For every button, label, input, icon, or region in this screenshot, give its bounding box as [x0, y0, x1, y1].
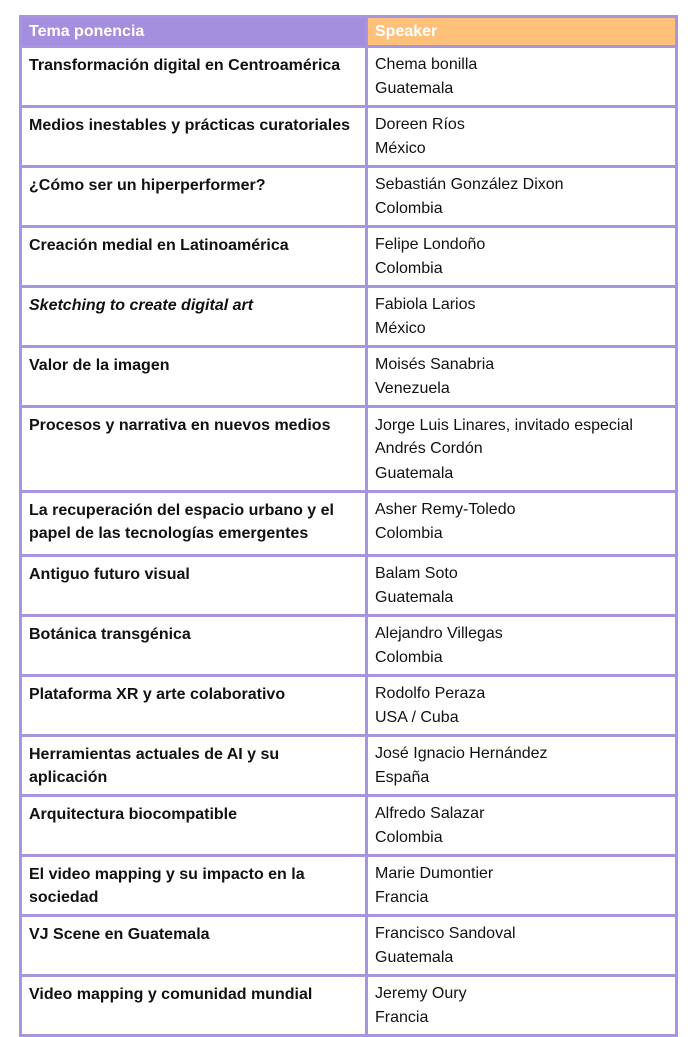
speaker-name: Asher Remy-Toledo: [375, 501, 516, 518]
speaker-name: Moisés Sanabria: [375, 356, 495, 373]
header-row: [21, 17, 677, 47]
speaker-name: Alfredo Salazar: [375, 805, 485, 822]
speaker-country: Colombia: [375, 260, 443, 277]
speaker-name: Balam Soto: [375, 565, 458, 582]
topic-cell: [21, 492, 367, 556]
speaker-cell: [367, 347, 677, 407]
speaker-name: Jorge Luis Linares, invitado especial: [375, 417, 633, 434]
speaker-country: Francia: [375, 1009, 429, 1026]
speaker-name: Jeremy Oury: [375, 985, 467, 1002]
topic-text: El video mapping y su impacto en la sociedad: [29, 866, 305, 906]
speaker-country: Francia: [375, 889, 429, 906]
speaker-country: Colombia: [375, 829, 443, 846]
topic-cell: [21, 47, 367, 107]
topic-text: Procesos y narrativa en nuevos medios: [29, 417, 331, 434]
speaker-cell: [367, 736, 677, 796]
topic-cell: [21, 227, 367, 287]
topic-cell: [21, 556, 367, 616]
topic-cell: [21, 796, 367, 856]
speaker-country: España: [375, 769, 430, 786]
speaker-cell: [367, 676, 677, 736]
speaker-name-2: Andrés Cordón: [375, 440, 483, 457]
topic-text: Medios inestables y prácticas curatoriales: [29, 117, 351, 134]
speaker-country: USA / Cuba: [375, 709, 459, 726]
table-row: [21, 916, 677, 976]
table-row: [21, 227, 677, 287]
topic-text: Sketching to create digital art: [29, 297, 254, 314]
table-row: [21, 167, 677, 227]
topic-cell: [21, 167, 367, 227]
speaker-name: Alejandro Villegas: [375, 625, 503, 642]
speaker-name: Doreen Ríos: [375, 116, 465, 133]
topic-cell: [21, 736, 367, 796]
topic-text: ¿Cómo ser un hiperperformer?: [29, 177, 266, 194]
topic-text: Plataforma XR y arte colaborativo: [29, 686, 286, 703]
speaker-cell: [367, 227, 677, 287]
topic-text: Creación medial en Latinoamérica: [29, 237, 289, 254]
table-row: [21, 736, 677, 796]
topic-text: Arquitectura biocompatible: [29, 806, 238, 823]
topic-text: Botánica transgénica: [29, 626, 191, 643]
topic-cell: [21, 976, 367, 1036]
speaker-name: Fabiola Larios: [375, 296, 476, 313]
speaker-cell: [367, 287, 677, 347]
table-row: [21, 492, 677, 556]
header-topic: Tema ponencia: [21, 17, 367, 47]
speaker-country: Guatemala: [375, 80, 454, 97]
topic-cell: [21, 616, 367, 676]
speaker-name: Marie Dumontier: [375, 865, 494, 882]
speaker-cell: [367, 916, 677, 976]
speaker-cell: [367, 856, 677, 916]
header-speaker: Speaker: [367, 17, 677, 47]
topic-text: Video mapping y comunidad mundial: [29, 986, 313, 1003]
topic-text: Transformación digital en Centroamérica: [29, 57, 341, 74]
table-row: [21, 676, 677, 736]
speaker-cell: [367, 107, 677, 167]
topic-cell: [21, 347, 367, 407]
speaker-name: Sebastián González Dixon: [375, 176, 564, 193]
speaker-cell: [367, 492, 677, 556]
speaker-country: Colombia: [375, 200, 443, 217]
speaker-country: México: [375, 140, 426, 157]
topic-text: Antiguo futuro visual: [29, 566, 190, 583]
speaker-name: José Ignacio Hernández: [375, 745, 548, 762]
speaker-name: Francisco Sandoval: [375, 925, 516, 942]
table-row: [21, 287, 677, 347]
speaker-cell: [367, 556, 677, 616]
topic-cell: [21, 107, 367, 167]
topic-cell: [21, 916, 367, 976]
speaker-country: Colombia: [375, 649, 443, 666]
speaker-cell: [367, 796, 677, 856]
speaker-cell: [367, 407, 677, 492]
table-row: [21, 47, 677, 107]
topic-cell: [21, 676, 367, 736]
topic-cell: [21, 287, 367, 347]
table-row: [21, 796, 677, 856]
topic-text: VJ Scene en Guatemala: [29, 926, 210, 943]
table-row: [21, 347, 677, 407]
table-row: [21, 856, 677, 916]
speaker-country: Guatemala: [375, 589, 454, 606]
speaker-name: Rodolfo Peraza: [375, 685, 486, 702]
speaker-cell: [367, 167, 677, 227]
speaker-name: Felipe Londoño: [375, 236, 486, 253]
topic-cell: [21, 856, 367, 916]
table-row: [21, 556, 677, 616]
topic-text: Herramientas actuales de AI y su aplicación: [29, 746, 280, 786]
topic-text: Valor de la imagen: [29, 357, 170, 374]
table-row: [21, 616, 677, 676]
speaker-name: Chema bonilla: [375, 56, 478, 73]
topic-text: La recuperación del espacio urbano y el papel de las tecnologías emergentes: [29, 502, 334, 542]
speaker-cell: [367, 47, 677, 107]
topic-cell: [21, 407, 367, 492]
speaker-country: Venezuela: [375, 380, 450, 397]
table-row: [21, 107, 677, 167]
speaker-country: Guatemala: [375, 949, 454, 966]
speaker-country: Guatemala: [375, 465, 454, 482]
table-row: [21, 407, 677, 492]
table-row: [21, 976, 677, 1036]
speaker-cell: [367, 976, 677, 1036]
speaker-cell: [367, 616, 677, 676]
speaker-country: Colombia: [375, 525, 443, 542]
talks-table: [19, 15, 678, 1037]
speaker-country: México: [375, 320, 426, 337]
